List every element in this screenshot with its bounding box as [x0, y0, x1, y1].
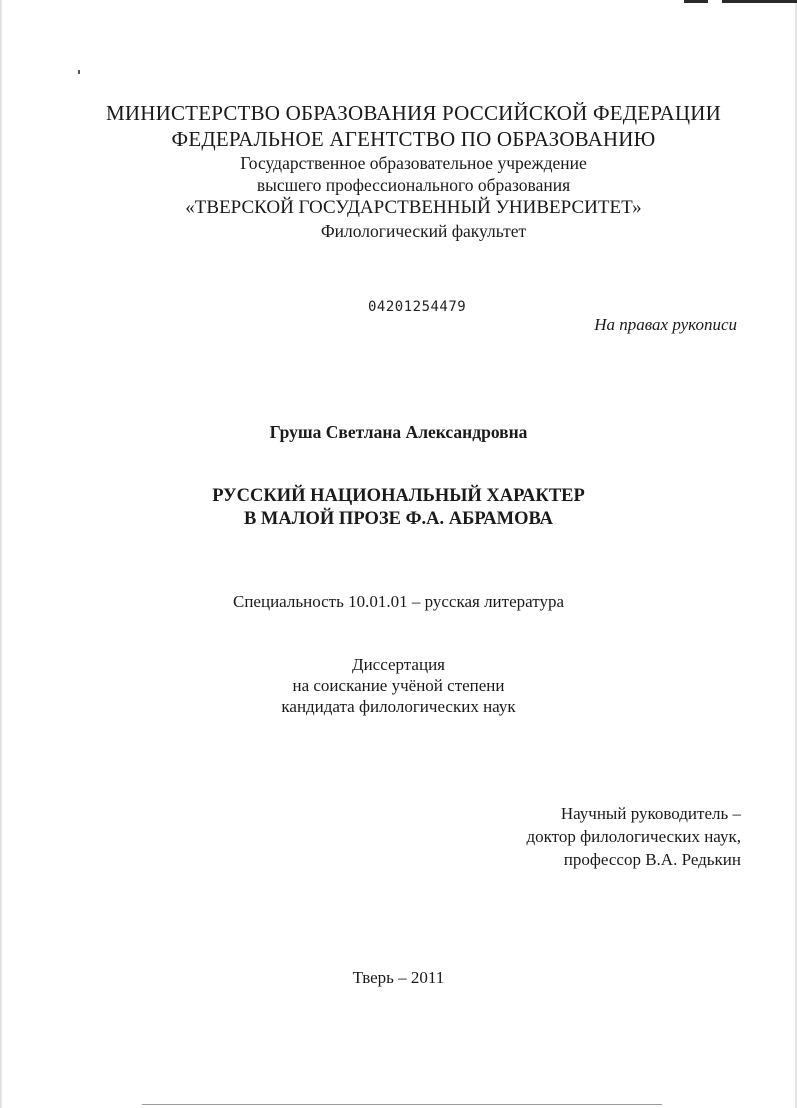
supervisor-line-2: доктор филологических наук,: [526, 827, 741, 846]
author-name: Груша Светлана Александровна: [269, 422, 528, 442]
supervisor-line-1: Научный руководитель –: [560, 804, 741, 823]
faculty-name: Филологический факультет: [320, 221, 527, 241]
dissertation-title: [0, 485, 797, 531]
ministry-name: МИНИСТЕРСТВО ОБРАЗОВАНИЯ РОССИЙСКОЙ ФЕДЕРАЦИИ: [105, 101, 721, 125]
degree-statement-line-1: Диссертация: [351, 655, 445, 674]
scan-top-mark: [684, 0, 797, 3]
scan-bottom-line: [142, 1104, 662, 1105]
dissertation-title-line-2: В МАЛОЙ ПРОЗЕ Ф.А. АБРАМОВА: [243, 509, 554, 529]
city-year: Тверь – 2011: [352, 968, 445, 987]
dissertation-title-line-1: РУССКИЙ НАЦИОНАЛЬНЫЙ ХАРАКТЕР: [212, 486, 585, 506]
institution-type: Государственное образовательное учреждение: [240, 153, 587, 173]
supervisor-line-3: профессор В.А. Редькин: [563, 850, 741, 869]
degree-statement: [0, 654, 797, 717]
manuscript-rights-note: На правах рукописи: [594, 315, 737, 334]
agency-name: ФЕДЕРАЛЬНОЕ АГЕНТСТВО ПО ОБРАЗОВАНИЮ: [171, 127, 656, 151]
specialty: Специальность 10.01.01 – русская литература: [232, 592, 564, 611]
degree-statement-line-2: на соискание учёной степени: [292, 676, 505, 695]
scan-speck: [78, 70, 80, 74]
title-page-header: [0, 100, 797, 242]
degree-statement-line-3: кандидата филологических наук: [281, 697, 516, 716]
supervisor-block: [526, 802, 741, 871]
education-level: высшего профессионального образования: [256, 175, 571, 195]
registration-number: 04201254479: [368, 299, 467, 315]
university-name: «ТВЕРСКОЙ ГОСУДАРСТВЕННЫЙ УНИВЕРСИТЕТ»: [185, 197, 642, 218]
